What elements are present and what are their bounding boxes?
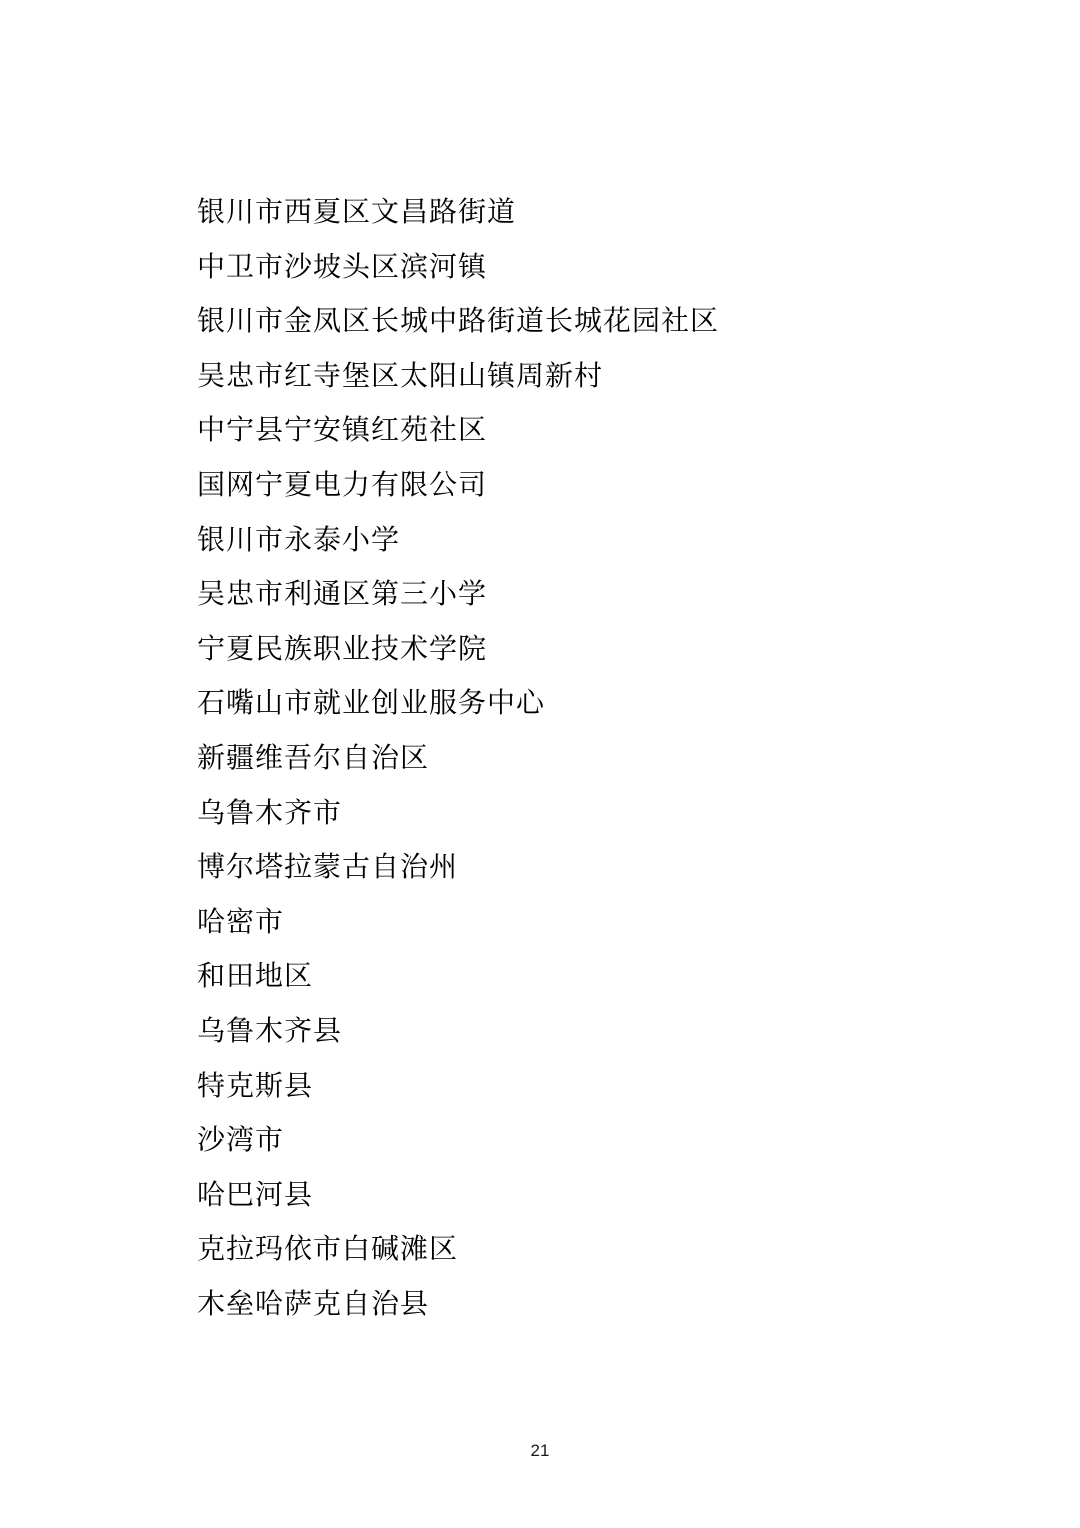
list-item: 博尔塔拉蒙古自治州 <box>197 851 459 883</box>
list-item: 哈密市 <box>197 905 285 937</box>
list-item: 宁夏民族职业技术学院 <box>197 632 488 664</box>
list-item: 石嘴山市就业创业服务中心 <box>197 687 546 719</box>
list-item: 吴忠市红寺堡区太阳山镇周新村 <box>197 359 604 391</box>
list-item: 银川市金凤区长城中路街道长城花园社区 <box>197 305 720 337</box>
list-item: 中宁县宁安镇红苑社区 <box>197 414 488 446</box>
list-item: 吴忠市利通区第三小学 <box>197 578 488 610</box>
list-item: 沙湾市 <box>197 1124 285 1156</box>
list-item: 银川市永泰小学 <box>197 523 401 555</box>
list-item: 哈巴河县 <box>197 1178 314 1210</box>
list-item: 银川市西夏区文昌路街道 <box>197 196 517 227</box>
list-item: 木垒哈萨克自治县 <box>197 1287 430 1319</box>
page-number: 21 <box>530 1441 550 1460</box>
list-item: 乌鲁木齐市 <box>197 796 343 828</box>
list-item: 新疆维吾尔自治区 <box>197 741 430 773</box>
list-item: 和田地区 <box>197 960 314 992</box>
list-item: 国网宁夏电力有限公司 <box>197 468 488 500</box>
list-item: 中卫市沙坡头区滨河镇 <box>197 250 488 282</box>
list-item: 特克斯县 <box>197 1069 314 1101</box>
name-list <box>197 185 1020 1331</box>
list-item: 乌鲁木齐县 <box>197 1014 343 1046</box>
list-item: 克拉玛依市白碱滩区 <box>197 1233 459 1265</box>
